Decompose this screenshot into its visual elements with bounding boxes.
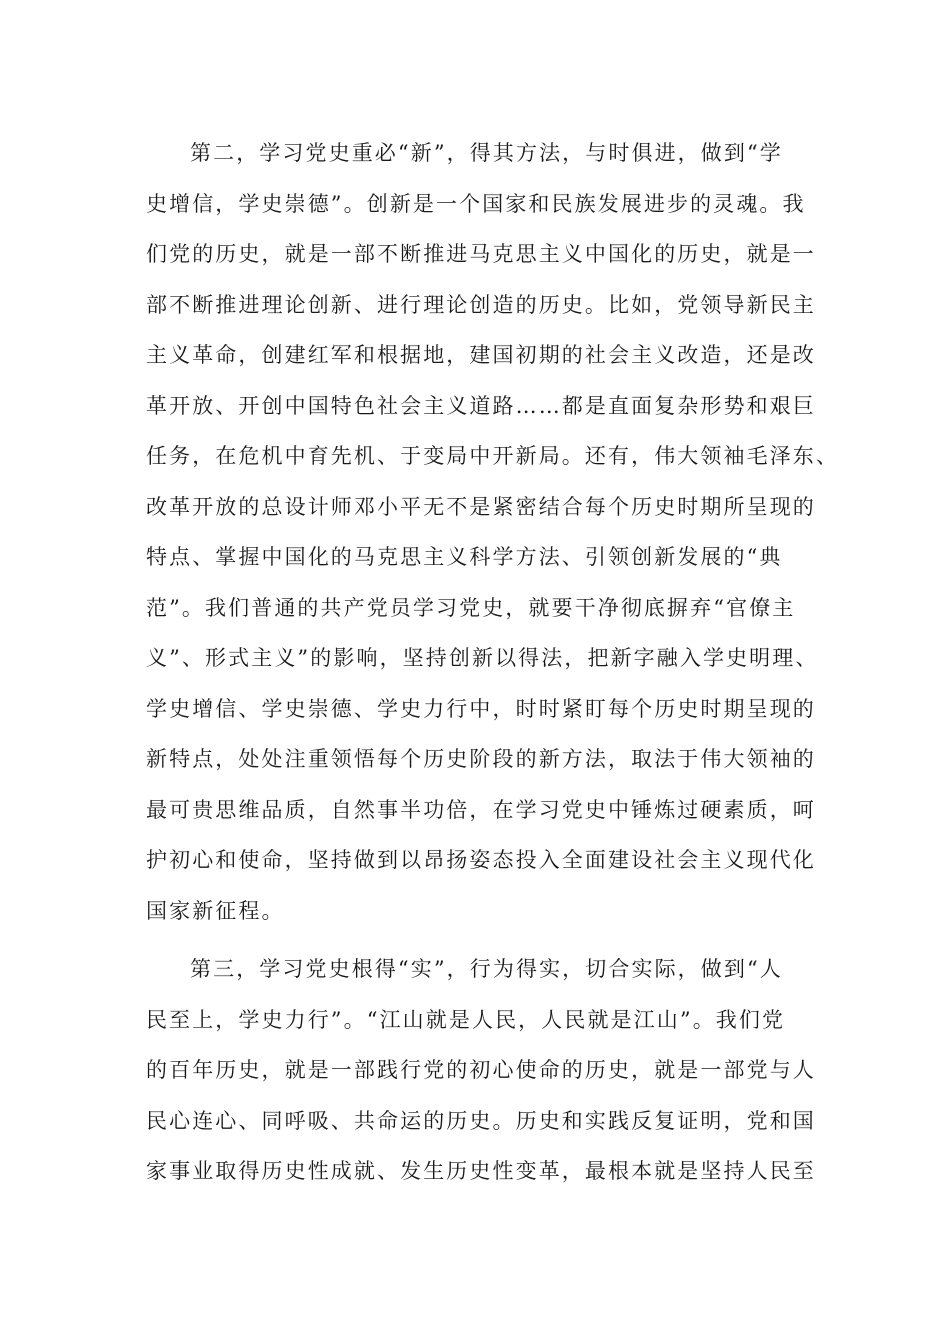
text-line: 任务，在危机中育先机、于变局中开新局。还有，伟大领袖毛泽东、: [146, 444, 839, 468]
text-line: 义”、形式主义”的影响，坚持创新以得法，把新字融入学史明理、: [146, 646, 819, 670]
text-line: 特点、掌握中国化的马克思主义科学方法、引领创新发展的“典: [146, 545, 783, 569]
text-line: 新特点，处处注重领悟每个历史阶段的新方法，取法于伟大领袖的: [146, 747, 816, 771]
text-line: 第二，学习党史重必“新”，得其方法，与时俱进，做到“学: [190, 141, 783, 165]
text-line: 部不断推进理论创新、进行理论创造的历史。比如，党领导新民主: [146, 292, 816, 317]
text-line: 的百年历史，就是一部践行党的初心使命的历史，就是一部党与人: [146, 1058, 816, 1082]
text-line: 第三，学习党史根得“实”，行为得实，切合实际，做到“人: [190, 957, 783, 981]
text-line: 范”。我们普通的共产党员学习党史，就要干净彻底摒弃“官僚主: [146, 595, 796, 620]
paragraph-third: [146, 944, 826, 1197]
text-line: 革开放、开创中国特色社会主义道路……都是直面复杂形势和艰巨: [146, 393, 816, 418]
text-line: 最可贵思维品质，自然事半功倍，在学习党史中锤炼过硬素质，呵: [146, 797, 816, 822]
text-line: 国家新征程。: [146, 898, 285, 923]
text-line: 史增信，学史崇德”。创新是一个国家和民族发展进步的灵魂。我: [146, 191, 806, 216]
text-line: 家事业取得历史性成就、发生历史性变革，最根本就是坚持人民至: [146, 1159, 816, 1183]
text-line: 民心连心、同呼吸、共命运的历史。历史和实践反复证明，党和国: [146, 1108, 816, 1133]
text-line: 主义革命，创建红军和根据地，建国初期的社会主义改造，还是改: [146, 343, 816, 367]
text-line: 护初心和使命，坚持做到以昂扬姿态投入全面建设社会主义现代化: [146, 848, 816, 872]
text-line: 们党的历史，就是一部不断推进马克思主义中国化的历史，就是一: [146, 242, 816, 266]
text-line: 民至上，学史力行”。“江山就是人民，人民就是江山”。我们党: [146, 1007, 786, 1032]
paragraph-second: [146, 128, 839, 936]
text-line: 学史增信、学史崇德、学史力行中，时时紧盯每个历史时期呈现的: [146, 696, 816, 721]
text-line: 改革开放的总设计师邓小平无不是紧密结合每个历史时期所呈现的: [146, 494, 816, 519]
